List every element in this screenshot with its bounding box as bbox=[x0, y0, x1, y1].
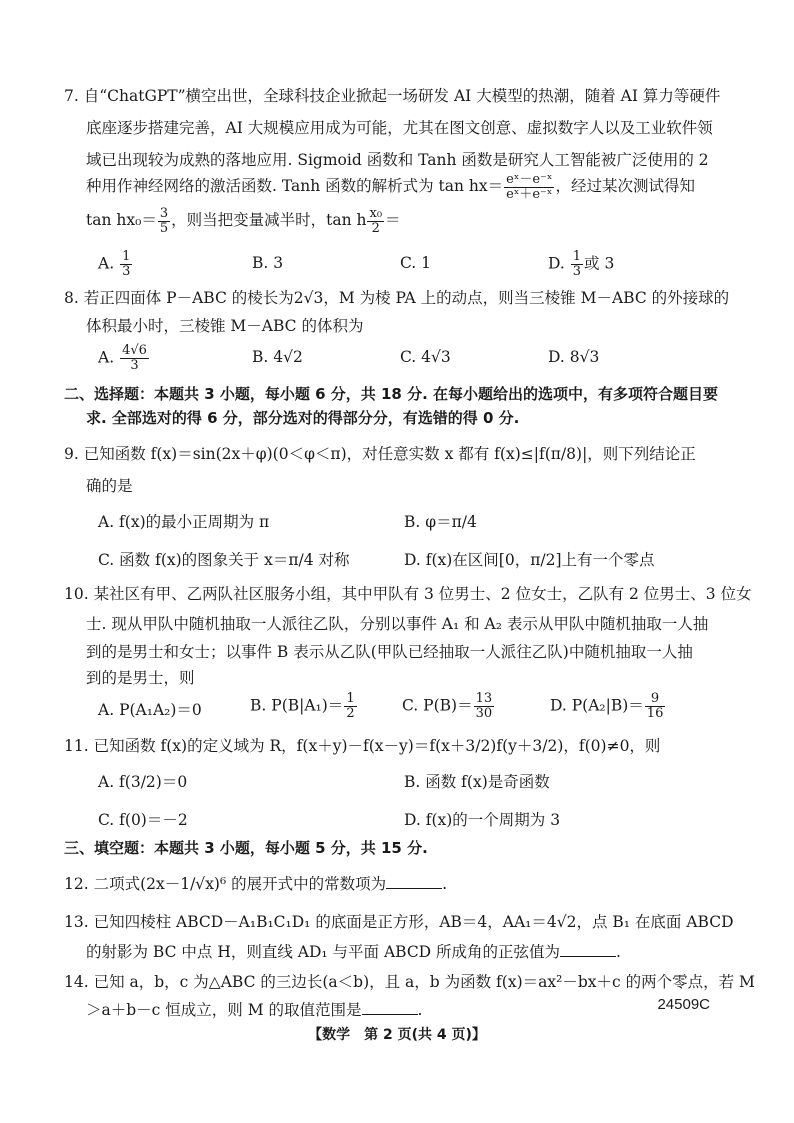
q11-options-row1 bbox=[98, 770, 724, 800]
q10-line3: 到的是男士和女士；以事件 B 表示从乙队(甲队已经抽取一人派往乙队)中随机抽取一人抽 bbox=[86, 643, 693, 661]
q9-option-a: A. f(x)的最小正周期为 π bbox=[98, 513, 270, 531]
q7-line1: 7. 自“ChatGPT”横空出世，全球科技企业掀起一场研发 AI 大模型的热潮，随着 AI 算力等硬件 bbox=[64, 87, 721, 105]
section2-heading-line2: 求. 全部选对的得 6 分，部分选对的得部分分，有选错的得 0 分. bbox=[86, 409, 520, 427]
q12-line: 12. 二项式(2x－1/√x)⁶ 的展开式中的常数项为 . bbox=[64, 875, 448, 893]
q11-option-b: B. 函数 f(x)是奇函数 bbox=[404, 773, 550, 791]
q11-line1: 11. 已知函数 f(x)的定义域为 R，f(x＋y)－f(x－y)＝f(x＋3/2)f(y＋3/2)，f(0)≠0，则 bbox=[64, 737, 661, 755]
q8-line2: 体积最小时，三棱锥 M－ABC 的体积为 bbox=[86, 317, 364, 335]
q10-options bbox=[98, 692, 724, 722]
q10-line2: 士. 现从甲队中随机抽取一人派往乙队，分别以事件 A₁ 和 A₂ 表示从甲队中随机抽取一人抽 bbox=[86, 615, 709, 633]
paper-code: 24509C bbox=[657, 996, 710, 1013]
tanh-fraction: $\frac{\text{eˣ－e⁻ˣ}}{\text{eˣ＋e⁻ˣ}}$ bbox=[506, 171, 553, 202]
q7-option-c: C. 1 bbox=[400, 254, 432, 272]
q11-option-a: A. f(3/2)＝0 bbox=[98, 773, 188, 791]
q7-line3: 域已出现较为成熟的落地应用. Sigmoid 函数和 Tanh 函数是研究人工智能被广泛使用的 2 bbox=[86, 151, 709, 169]
q7-line4-tail: ，经过某次测试得知 bbox=[555, 177, 695, 195]
q8-options bbox=[98, 344, 724, 374]
q9-line1: 9. 已知函数 f(x)＝sin(2x＋φ)(0＜φ＜π)，对任意实数 x 都有 f(x)≤|f(π/8)|，则下列结论正 bbox=[64, 445, 696, 463]
q7-option-b: B. 3 bbox=[252, 254, 284, 272]
q11-option-c: C. f(0)＝－2 bbox=[98, 811, 188, 829]
q14-line1: 14. 已知 a，b，c 为△ABC 的三边长(a＜b)，且 a，b 为函数 f(x)＝ax²－bx＋c 的两个零点，若 M bbox=[64, 973, 755, 991]
q9-option-c: C. 函数 f(x)的图象关于 x＝π/4 对称 bbox=[98, 551, 350, 569]
q10-option-a: A. P(A₁A₂)＝0 bbox=[98, 701, 202, 719]
q14-line2: ＞a＋b－c 恒成立，则 M 的取值范围是 . bbox=[86, 1001, 423, 1019]
q12-answer-blank bbox=[386, 874, 442, 889]
q13-line2: 的射影为 BC 中点 H，则直线 AD₁ 与平面 ABCD 所成角的正弦值为 . bbox=[86, 943, 621, 961]
section3-heading: 三、填空题：本题共 3 小题，每小题 5 分，共 15 分. bbox=[64, 839, 428, 857]
q7-line4-text: 种用作神经网络的激活函数. Tanh 函数的解析式为 tan hx＝ bbox=[86, 177, 504, 195]
q8-option-d: D. 8√3 bbox=[548, 348, 600, 366]
q14-answer-blank bbox=[362, 1000, 418, 1015]
page-footer: 【数学 第 2 页(共 4 页)】 bbox=[308, 1027, 486, 1043]
q13-answer-blank bbox=[560, 942, 616, 957]
q7-line2: 底座逐步搭建完善，AI 大规模应用成为可能，尤其在图文创意、虚拟数字人以及工业软件领 bbox=[86, 119, 713, 137]
q8-option-b: B. 4√2 bbox=[252, 348, 303, 366]
q9-options-row2 bbox=[98, 548, 724, 578]
q8-option-c: C. 4√3 bbox=[400, 348, 451, 366]
q9-line2: 确的是 bbox=[86, 477, 133, 495]
q10-line1: 10. 某社区有甲、乙两队社区服务小组，其中甲队有 3 位男士、2 位女士，乙队有 2 位男士、3 位女 bbox=[64, 585, 752, 603]
q9-option-d: D. f(x)在区间[0，π/2]上有一个零点 bbox=[404, 551, 655, 569]
q10-option-b: B. P(B|A₁)＝ $\frac{1}{2}$ bbox=[250, 691, 355, 721]
q10-line4: 到的是男士，则 bbox=[86, 669, 195, 687]
q11-option-d: D. f(x)的一个周期为 3 bbox=[404, 811, 561, 829]
q7-line4 bbox=[86, 168, 724, 204]
q9-option-b: B. φ＝π/4 bbox=[404, 513, 477, 531]
section2-heading-line1: 二、选择题：本题共 3 小题，每小题 6 分，共 18 分. 在每小题给出的选项中，有多项符合题目要 bbox=[64, 385, 719, 403]
q9-options-row1 bbox=[98, 510, 724, 540]
q8-option-a: A. $\frac{4√6}{3}$ bbox=[98, 343, 147, 373]
q7-option-a: A. $\frac{1}{3}$ bbox=[98, 249, 131, 279]
q7-options bbox=[98, 250, 724, 280]
q7-option-d: D. $\frac{1}{3}$ 或 3 bbox=[548, 249, 615, 279]
q10-option-d: D. P(A₂|B)＝ $\frac{9}{16}$ bbox=[550, 691, 664, 721]
q10-option-c: C. P(B)＝ $\frac{13}{30}$ bbox=[402, 691, 493, 721]
q11-options-row2 bbox=[98, 808, 724, 838]
q7-line5: tan hx₀＝ $\frac{3}{5}$ ，则当把变量减半时，tan h $\frac{\text{x₀}}{2}$ ＝ bbox=[86, 205, 401, 236]
q13-line1: 13. 已知四棱柱 ABCD－A₁B₁C₁D₁ 的底面是正方形，AB＝4，AA₁＝4√2，点 B₁ 在底面 ABCD bbox=[64, 913, 734, 931]
q8-line1: 8. 若正四面体 P－ABC 的棱长为2√3，M 为棱 PA 上的动点，则当三棱锥 M－ABC 的外接球的 bbox=[64, 289, 730, 307]
